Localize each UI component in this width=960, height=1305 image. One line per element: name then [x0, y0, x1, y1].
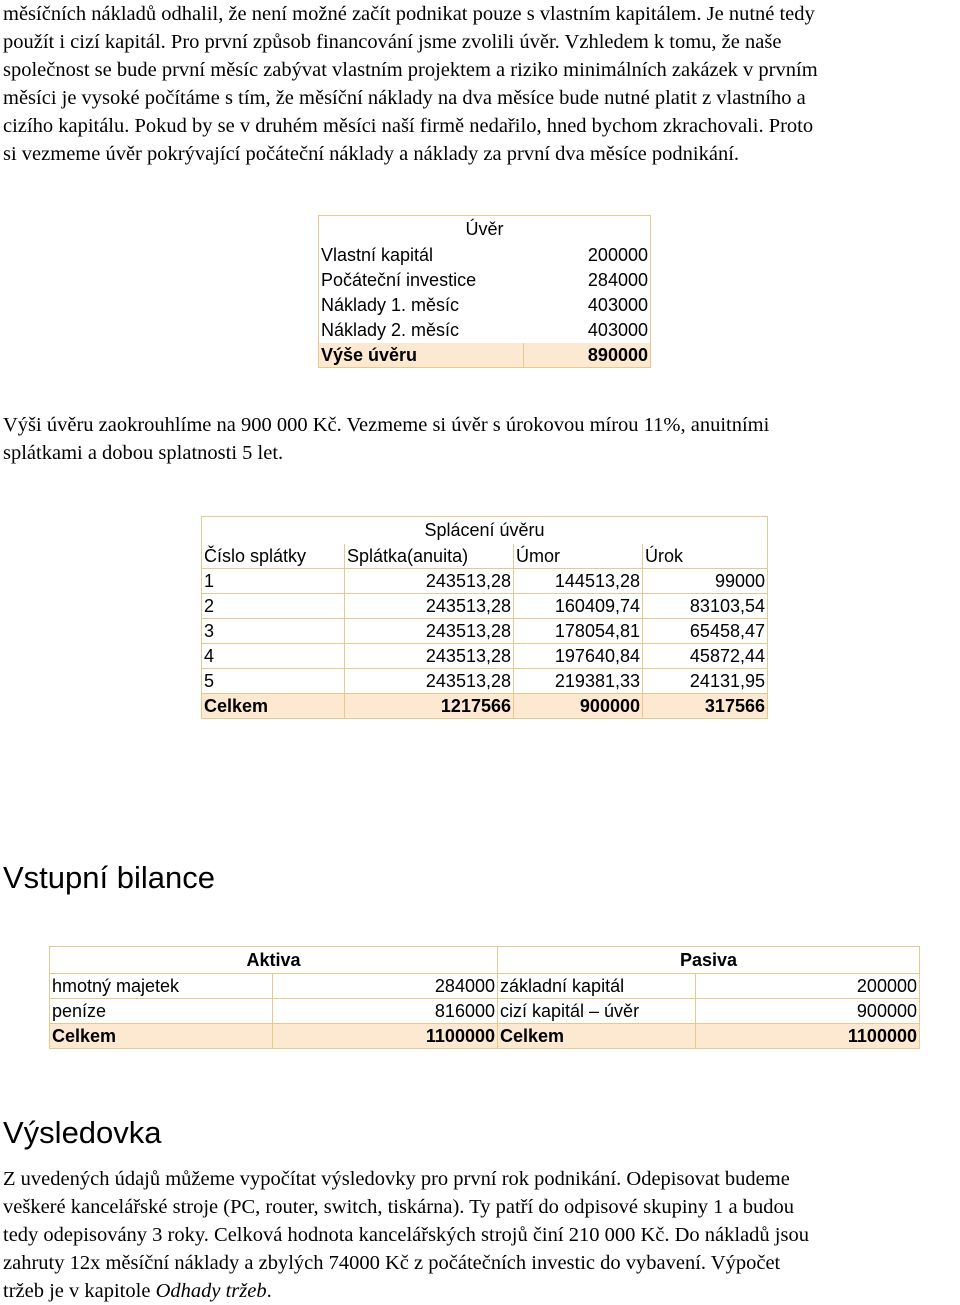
table-cell: 317566 [643, 694, 768, 719]
table-row [202, 594, 768, 619]
uver-table [318, 215, 651, 368]
text-line: měsíci je vysoké počítáme s tím, že měsíční náklady na dva měsíce bude nutné platit z vlastního a [3, 87, 806, 109]
text-line: zahruty 12x měsíční náklady a zbylých 74000 Kč z počátečních investic do vybavení. Výpočet [3, 1252, 781, 1274]
table-cell: Celkem [498, 1024, 696, 1049]
table-cell: 284000 [273, 974, 498, 999]
table-cell: 178054,81 [514, 619, 643, 644]
table-cell: 816000 [273, 999, 498, 1024]
table-cell: 1100000 [273, 1024, 498, 1049]
table-cell: 1217566 [345, 694, 514, 719]
table-row [202, 569, 768, 594]
text-fragment: tržeb je v kapitole [3, 1280, 156, 1302]
text-line: cizího kapitálu. Pokud by se v druhém měsíci naší firmě nedařilo, hned bychom zkrachovali. Proto [3, 115, 814, 137]
table-cell: 243513,28 [345, 569, 514, 594]
table-cell: Náklady 1. měsíc [319, 293, 524, 318]
table-row [202, 644, 768, 669]
splaceni-table [201, 516, 768, 719]
table-cell: 219381,33 [514, 669, 643, 694]
chapter-reference: Odhady tržeb [155, 1280, 267, 1302]
table-row [202, 669, 768, 694]
table-cell: 200000 [524, 243, 651, 268]
table-cell: hmotný majetek [50, 974, 273, 999]
table-cell: 243513,28 [345, 619, 514, 644]
table-cell: Celkem [202, 694, 345, 719]
table-total-label: Výše úvěru [319, 343, 524, 368]
table-cell: Celkem [50, 1024, 273, 1049]
splaceni-table-title: Splácení úvěru [202, 517, 768, 544]
table-cell: 243513,28 [345, 644, 514, 669]
heading-vysledovka: Výsledovka [3, 1115, 162, 1150]
text-line: Z uvedených údajů můžeme vypočítat výsledovky pro první rok podnikání. Odepisovat budeme [3, 1168, 790, 1190]
table-cell: 4 [202, 644, 345, 669]
table-total-row [50, 1024, 920, 1049]
table-header: Číslo splátky [202, 544, 345, 569]
text-line: tedy odepisovány 3 roky. Celková hodnota kancelářských strojů činí 210 000 Kč. Do nákladů jsou [3, 1224, 809, 1246]
table-header: Úmor [514, 544, 643, 569]
table-cell: 900000 [514, 694, 643, 719]
text-line: Výši úvěru zaokrouhlíme na 900 000 Kč. Vezmeme si úvěr s úrokovou mírou 11%, anuitními [3, 414, 770, 436]
table-cell: 83103,54 [643, 594, 768, 619]
table-cell: 403000 [524, 318, 651, 343]
text-line: veškeré kancelářské stroje (PC, router, switch, tiskárna). Ty patří do odpisové skupiny 1 a budou [3, 1196, 794, 1218]
text-line: měsíčních nákladů odhalil, že není možné začít podnikat pouze s vlastním kapitálem. Je nutné tedy [3, 3, 815, 25]
text-line: splátkami a dobou splatnosti 5 let. [3, 442, 284, 464]
bilance-table [49, 946, 920, 1049]
table-cell: 200000 [696, 974, 920, 999]
table-cell: 65458,47 [643, 619, 768, 644]
table-cell: 243513,28 [345, 594, 514, 619]
aktiva-title: Aktiva [50, 947, 498, 974]
table-cell: 99000 [643, 569, 768, 594]
pasiva-title: Pasiva [498, 947, 920, 974]
table-cell: 3 [202, 619, 345, 644]
table-cell: peníze [50, 999, 273, 1024]
text-line: si vezmeme úvěr pokrývající počáteční náklady a náklady za první dva měsíce podnikání. [3, 143, 740, 165]
table-cell: 2 [202, 594, 345, 619]
table-cell: Vlastní kapitál [319, 243, 524, 268]
table-cell: 197640,84 [514, 644, 643, 669]
table-cell: 1100000 [696, 1024, 920, 1049]
table-row [50, 974, 920, 999]
vysledovka-paragraph [3, 1165, 958, 1305]
table-cell: cizí kapitál – úvěr [498, 999, 696, 1024]
table-header: Úrok [643, 544, 768, 569]
text-line: společnost se bude první měsíc zabývat vlastním projektem a riziko minimálních zakázek v prvním [3, 59, 818, 81]
text-fragment: . [266, 1280, 272, 1302]
table-cell: Počáteční investice [319, 268, 524, 293]
table-header: Splátka(anuita) [345, 544, 514, 569]
intro-paragraph [3, 0, 958, 168]
loan-paragraph [3, 411, 958, 467]
uver-table-title: Úvěr [319, 216, 651, 243]
text-line: použít i cizí kapitál. Pro první způsob financování jsme zvolili úvěr. Vzhledem k tomu, že naše [3, 31, 782, 53]
table-cell: 403000 [524, 293, 651, 318]
table-cell: Náklady 2. měsíc [319, 318, 524, 343]
heading-vstupni-bilance: Vstupní bilance [3, 860, 215, 895]
table-cell: 24131,95 [643, 669, 768, 694]
table-cell: 1 [202, 569, 345, 594]
table-total-row [202, 694, 768, 719]
table-cell: 284000 [524, 268, 651, 293]
table-cell: 243513,28 [345, 669, 514, 694]
table-cell: základní kapitál [498, 974, 696, 999]
table-cell: 900000 [696, 999, 920, 1024]
table-total-value: 890000 [524, 343, 651, 368]
text-line [3, 1277, 958, 1305]
table-row [50, 999, 920, 1024]
table-cell: 5 [202, 669, 345, 694]
table-cell: 45872,44 [643, 644, 768, 669]
table-cell: 144513,28 [514, 569, 643, 594]
table-row [202, 619, 768, 644]
table-cell: 160409,74 [514, 594, 643, 619]
